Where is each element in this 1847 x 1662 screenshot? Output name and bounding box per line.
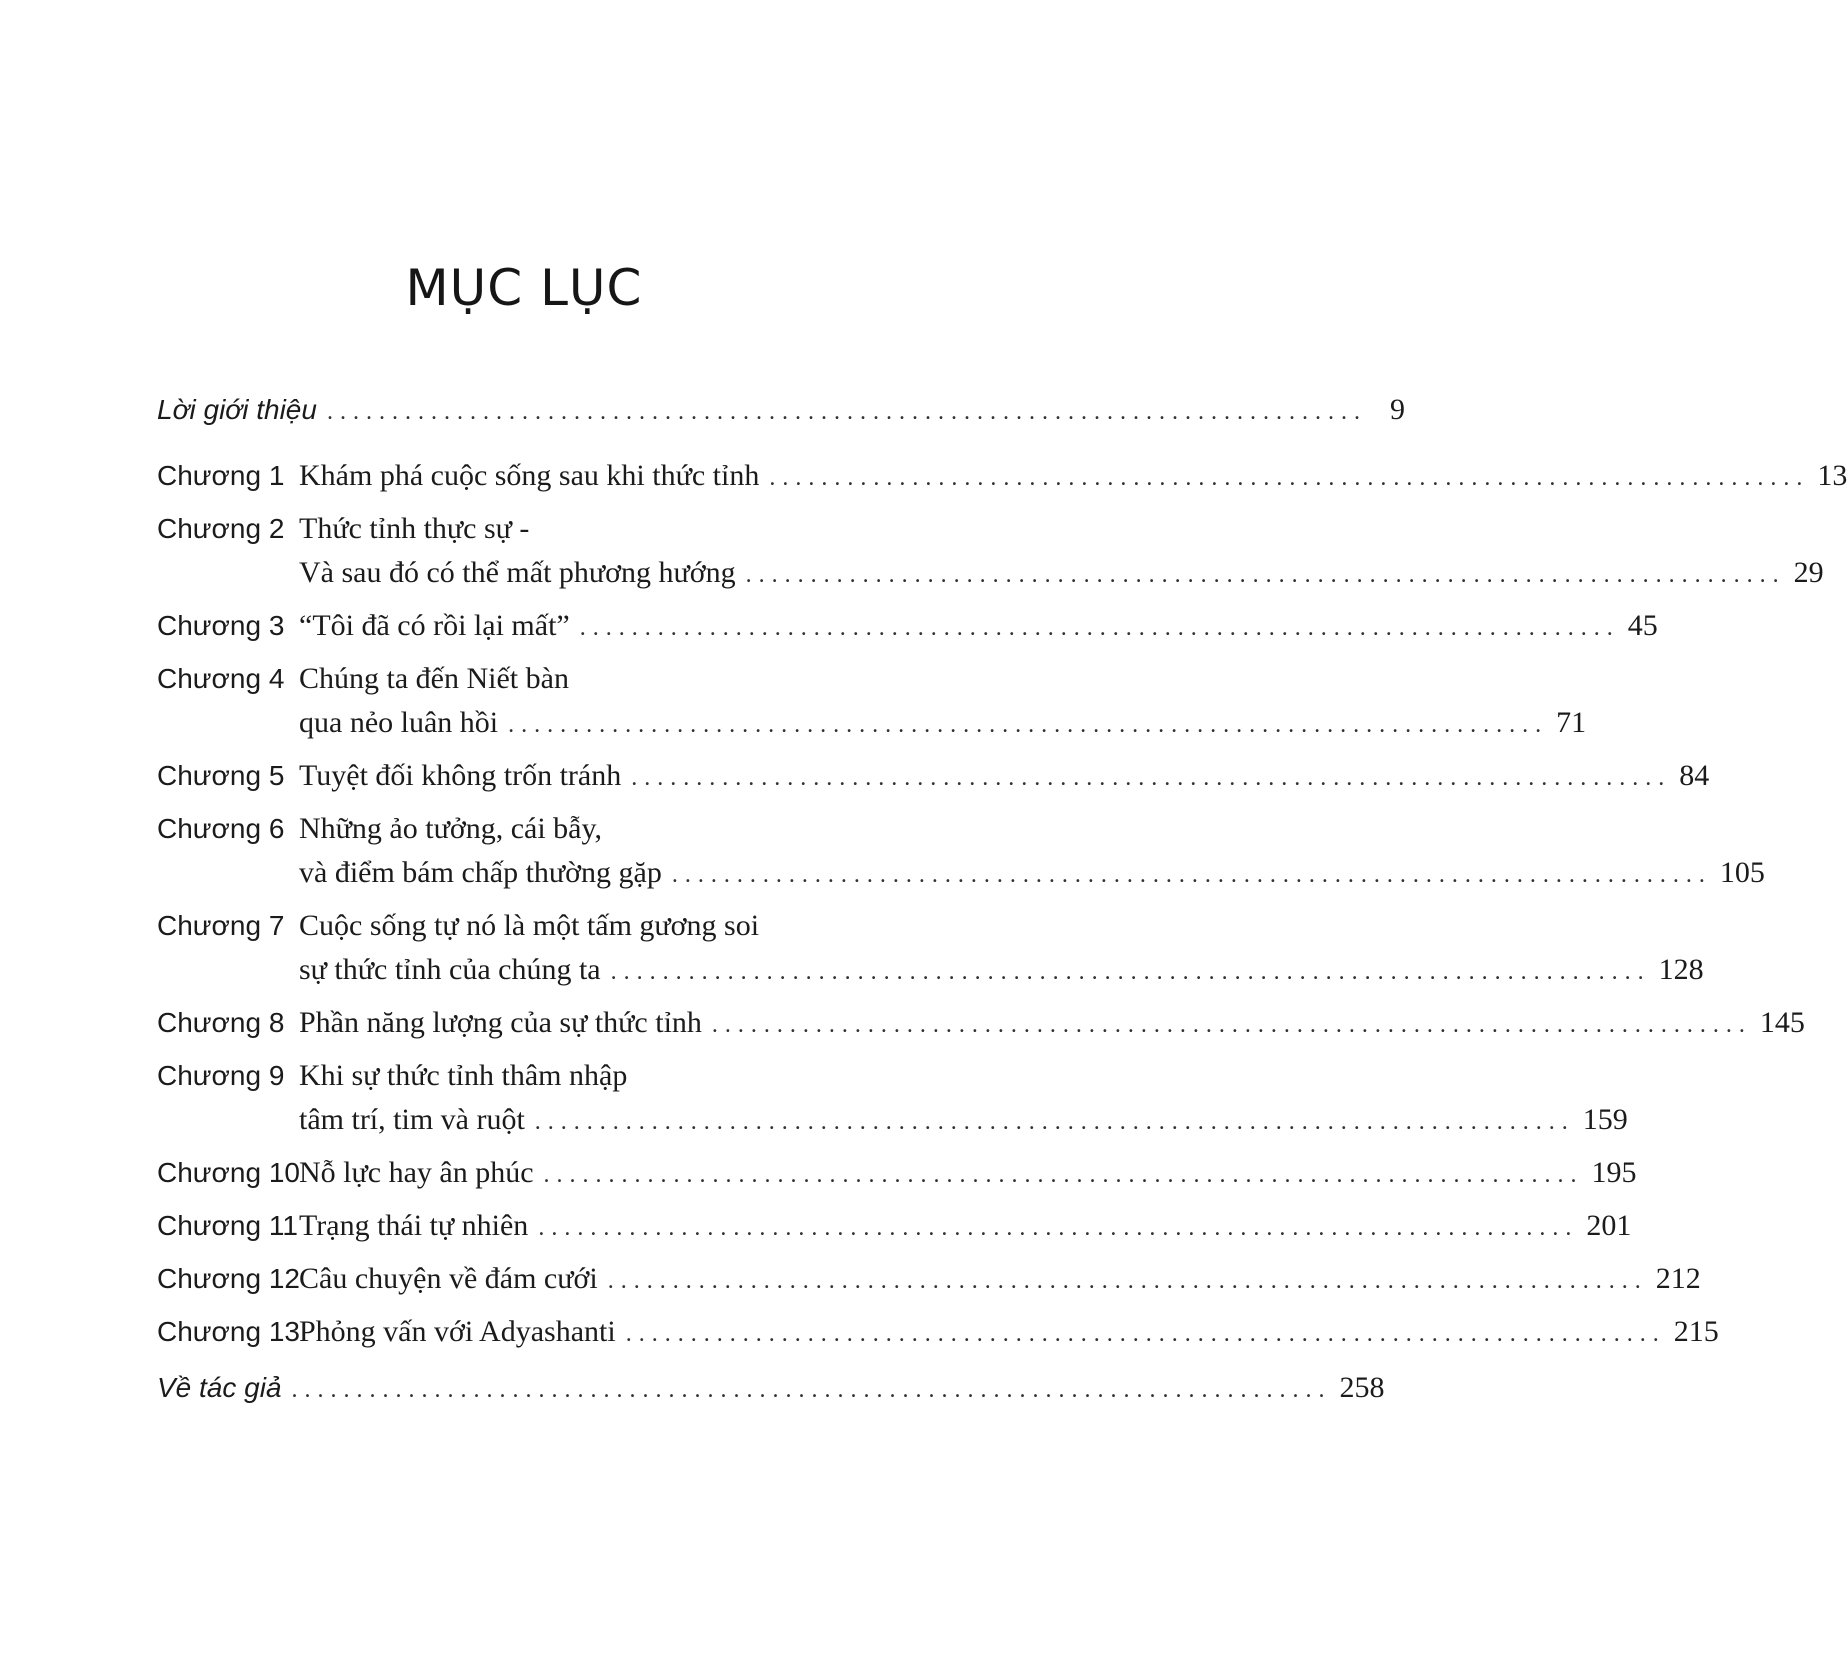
dot-leader: ................................................................................ [631,765,1672,791]
dot-leader: ................................................................................ [508,712,1549,738]
toc-line [299,904,857,948]
page-number: 258 [1339,1371,1385,1404]
page-number: 13 [1817,459,1847,492]
toc-line [299,1098,1628,1142]
dot-leader: ................................................................................ [671,862,1712,888]
chapter-title-line: Thức tỉnh thực sự - [299,512,530,545]
chapter-label: Chương 9 [157,1060,285,1091]
chapter-title-line: Khi sự thức tỉnh thâm nhập [299,1059,628,1092]
chapter-title-line: Tuyệt đối không trốn tránh [299,759,622,792]
chapter-title-line: qua nẻo luân hồi [299,706,499,739]
page-number: 159 [1582,1103,1628,1136]
dot-leader: ................................................................................ [538,1215,1579,1241]
chapter-title-line: Trạng thái tự nhiên [299,1209,529,1242]
chapter-title-line: Những ảo tưởng, cái bẫy, [299,812,603,845]
toc-line [299,701,1587,745]
chapter-label: Chương 10 [157,1157,300,1188]
page-number: 212 [1655,1262,1701,1295]
chapter-label: Chương 7 [157,910,285,941]
dot-leader: ................................................................................ [579,615,1620,641]
toc-line [299,1310,1719,1354]
dot-leader: ................................................................................ [534,1109,1575,1135]
page-number: 71 [1556,706,1587,739]
chapter-label: Chương 11 [157,1210,298,1241]
dot-leader: ................................................................................ [625,1321,1666,1347]
page-number: 84 [1679,759,1710,792]
chapter-title-line: Và sau đó có thể mất phương hướng [299,556,736,589]
page-number: 9 [1389,393,1405,426]
chapter-label: Chương 1 [157,460,285,491]
chapter-title-line: Phỏng vấn với Adyashanti [299,1315,616,1348]
chapter-title-line: sự thức tỉnh của chúng ta [299,953,601,986]
toc-line [299,807,857,851]
chapter-label: Chương 3 [157,610,285,641]
toc-line [299,507,857,551]
dot-leader: ................................................................................ [769,465,1810,491]
chapter-label: Chương 6 [157,813,285,844]
chapter-title-line: “Tôi đã có rồi lại mất” [299,609,570,642]
toc-line [299,657,857,701]
page-number: 128 [1658,953,1704,986]
dot-leader: ................................................................................ [607,1268,1648,1294]
toc-line [299,454,1847,498]
chapter-title-line: Chúng ta đến Niết bàn [299,662,569,695]
dot-leader: ................................................................................ [711,1012,1752,1038]
toc-line [157,388,1405,432]
page-number: 45 [1627,609,1658,642]
page-number: 145 [1759,1006,1805,1039]
chapter-title-line: Cuộc sống tự nó là một tấm gương soi [299,909,760,942]
chapter-title-line: tâm trí, tim và ruột [299,1103,525,1136]
dot-leader: ................................................................................ [745,562,1786,588]
entry-label: Lời giới thiệu [157,394,317,425]
toc-line [299,754,1710,798]
toc-line [299,1257,1701,1301]
chapter-label: Chương 5 [157,760,285,791]
page-number: 29 [1793,556,1824,589]
toc-line [157,1366,1385,1410]
page-number: 201 [1586,1209,1632,1242]
toc-line [299,1204,1632,1248]
toc-line [299,604,1658,648]
toc-line [299,1151,1637,1195]
page-number: 105 [1719,856,1765,889]
entry-label: Về tác giả [157,1372,282,1403]
dot-leader: ................................................................................ [543,1162,1584,1188]
chapter-title-line: Câu chuyện về đám cưới [299,1262,598,1295]
toc-line [299,1054,857,1098]
chapter-label: Chương 2 [157,513,285,544]
chapter-label: Chương 12 [157,1263,300,1294]
chapter-label: Chương 4 [157,663,285,694]
chapter-label: Chương 8 [157,1007,285,1038]
toc-line [299,948,1704,992]
dot-leader: ................................................................................ [610,959,1651,985]
dot-leader: ................................................................................ [326,399,1367,425]
chapter-label: Chương 13 [157,1316,300,1347]
page-title: MỤC LỤC [405,259,643,317]
page-number: 195 [1591,1156,1637,1189]
dot-leader: ................................................................................ [291,1377,1332,1403]
chapter-title-line: Khám phá cuộc sống sau khi thức tỉnh [299,459,760,492]
toc-line [299,551,1824,595]
page-number: 215 [1673,1315,1719,1348]
toc-line [299,1001,1805,1045]
chapter-title-line: Nỗ lực hay ân phúc [299,1156,534,1189]
toc-line [299,851,1765,895]
chapter-title-line: và điểm bám chấp thường gặp [299,856,662,889]
chapter-title-line: Phần năng lượng của sự thức tỉnh [299,1006,702,1039]
